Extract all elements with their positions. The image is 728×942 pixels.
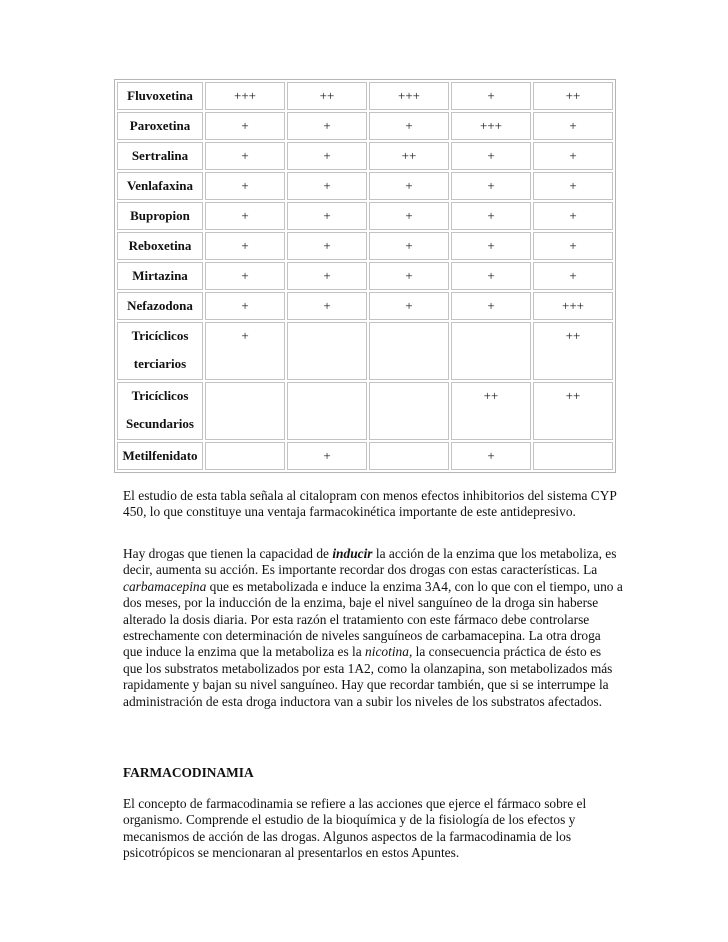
value-cell <box>205 382 285 440</box>
table-row <box>117 172 613 200</box>
drug-name-cell <box>117 82 203 110</box>
table-row <box>117 202 613 230</box>
value-cell: + <box>287 142 367 170</box>
value-cell: + <box>369 112 449 140</box>
value-cell: + <box>451 442 531 470</box>
table-row <box>117 262 613 290</box>
drug-name: Reboxetina <box>128 238 192 253</box>
table-row <box>117 292 613 320</box>
value-cell: + <box>287 442 367 470</box>
drug-name: Nefazodona <box>127 298 193 313</box>
value-cell <box>205 442 285 470</box>
value-cell: + <box>533 112 613 140</box>
value-cell: + <box>287 262 367 290</box>
table-row <box>117 142 613 170</box>
value-cell: + <box>369 172 449 200</box>
table-row <box>117 82 613 110</box>
value-cell: + <box>205 172 285 200</box>
value-cell: + <box>451 262 531 290</box>
nicotina-emphasis: nicotina <box>365 644 409 660</box>
value-cell <box>369 322 449 380</box>
section-heading-farmacodinamia: FARMACODINAMIA <box>123 765 254 780</box>
table-row <box>117 442 613 470</box>
value-cell: ++ <box>533 82 613 110</box>
value-cell: ++ <box>287 82 367 110</box>
value-cell: + <box>533 142 613 170</box>
table-row <box>117 382 613 440</box>
value-cell: ++ <box>451 382 531 440</box>
paragraph-farmacodinamia: El concepto de farmacodinamia se refiere a las acciones que ejerce el fármaco sobre el organismo. Comprende el estudio de la bioquímica y de la fisiología de los efectos y mecanismos de acción de las drogas. Algunos aspectos de la farmacodinamia de los psicotrópicos se mencionaran al presentarlos en estos Apuntes. <box>123 796 587 861</box>
value-cell: + <box>369 262 449 290</box>
value-cell: + <box>205 112 285 140</box>
value-cell: + <box>205 232 285 260</box>
value-cell: +++ <box>205 82 285 110</box>
value-cell: + <box>205 142 285 170</box>
value-cell: + <box>451 172 531 200</box>
value-cell: + <box>533 262 613 290</box>
value-cell: + <box>451 202 531 230</box>
value-cell <box>369 442 449 470</box>
drug-name: Fluvoxetina <box>127 88 193 103</box>
drug-name-cell <box>117 322 203 380</box>
value-cell: ++ <box>533 382 613 440</box>
drug-name-cell <box>117 382 203 440</box>
value-cell: + <box>287 112 367 140</box>
value-cell: + <box>205 262 285 290</box>
value-cell: +++ <box>533 292 613 320</box>
drug-name-cell <box>117 172 203 200</box>
value-cell: + <box>369 202 449 230</box>
table-row <box>117 232 613 260</box>
value-cell: + <box>287 202 367 230</box>
value-cell: +++ <box>369 82 449 110</box>
drug-name-cell <box>117 292 203 320</box>
value-cell: + <box>287 172 367 200</box>
carbamacepina-emphasis: carbamacepina <box>123 578 207 594</box>
value-cell: + <box>533 232 613 260</box>
table-row <box>117 112 613 140</box>
value-cell: + <box>287 292 367 320</box>
paragraph-table-summary: El estudio de esta tabla señala al citalopram con menos efectos inhibitorios del sistema CYP 450, lo que constituye una ventaja farmacokinética importante de este antidepresivo. <box>123 488 617 520</box>
drug-name-cell <box>117 202 203 230</box>
paragraph-enzyme-inducers: Hay drogas que tienen la capacidad de inducir la acción de la enzima que los metaboliza, es decir, aumenta su acción. Es importante recordar dos drogas con estas características. La carbamacepina que es metabolizada e induce la enzima 3A4, con lo que con el tiempo, uno a dos meses, por la inducción de la enzima, baje el nivel sanguíneo de la droga sin haberse alterado la dosis diaria. Por esta razón el tratamiento con este fármaco debe controlarse estrechamente con determinación de niveles sanguíneos de carbamacepina. La otra droga que induce la enzima que la metaboliza es la nicotina, la consecuencia práctica de ésto es que los substratos metabolizados por esta 1A2, como la olanzapina, son metabolizados más rapidamente y bajan su nivel sanguíneo. Hay que recordar también, que si se interrumpe la administración de esta droga inductora van a subir los niveles de los substratos afectados. <box>123 546 623 709</box>
value-cell: + <box>451 82 531 110</box>
value-cell: + <box>287 232 367 260</box>
value-cell <box>451 322 531 380</box>
drug-name: Tricíclicos <box>131 328 189 343</box>
inducir-emphasis: inducir <box>332 546 373 561</box>
drug-name: Venlafaxina <box>127 178 193 193</box>
drug-name-line2: terciarios <box>133 356 187 371</box>
drug-name-cell <box>117 442 203 470</box>
drug-name: Mirtazina <box>132 268 188 283</box>
drug-name-line2: Secundarios <box>126 416 194 431</box>
value-cell: + <box>451 232 531 260</box>
drug-name-cell <box>117 262 203 290</box>
drug-name: Metilfenidato <box>122 448 198 463</box>
value-cell: + <box>205 292 285 320</box>
value-cell: ++ <box>369 142 449 170</box>
value-cell <box>533 442 613 470</box>
value-cell <box>369 382 449 440</box>
value-cell: + <box>205 202 285 230</box>
value-cell: + <box>205 322 285 380</box>
drug-name-cell <box>117 142 203 170</box>
value-cell: + <box>369 232 449 260</box>
drug-name: Paroxetina <box>129 118 191 133</box>
drug-name: Sertralina <box>131 148 189 163</box>
drug-name: Tricíclicos <box>131 388 189 403</box>
drug-name: Bupropion <box>130 208 190 223</box>
value-cell: + <box>533 202 613 230</box>
value-cell: + <box>451 142 531 170</box>
table-row <box>117 322 613 380</box>
value-cell: + <box>369 292 449 320</box>
value-cell <box>287 382 367 440</box>
drug-name-cell <box>117 112 203 140</box>
value-cell <box>287 322 367 380</box>
drug-name-cell <box>117 232 203 260</box>
value-cell: + <box>533 172 613 200</box>
cyp450-table <box>114 79 616 473</box>
value-cell: + <box>451 292 531 320</box>
value-cell: ++ <box>533 322 613 380</box>
value-cell: +++ <box>451 112 531 140</box>
